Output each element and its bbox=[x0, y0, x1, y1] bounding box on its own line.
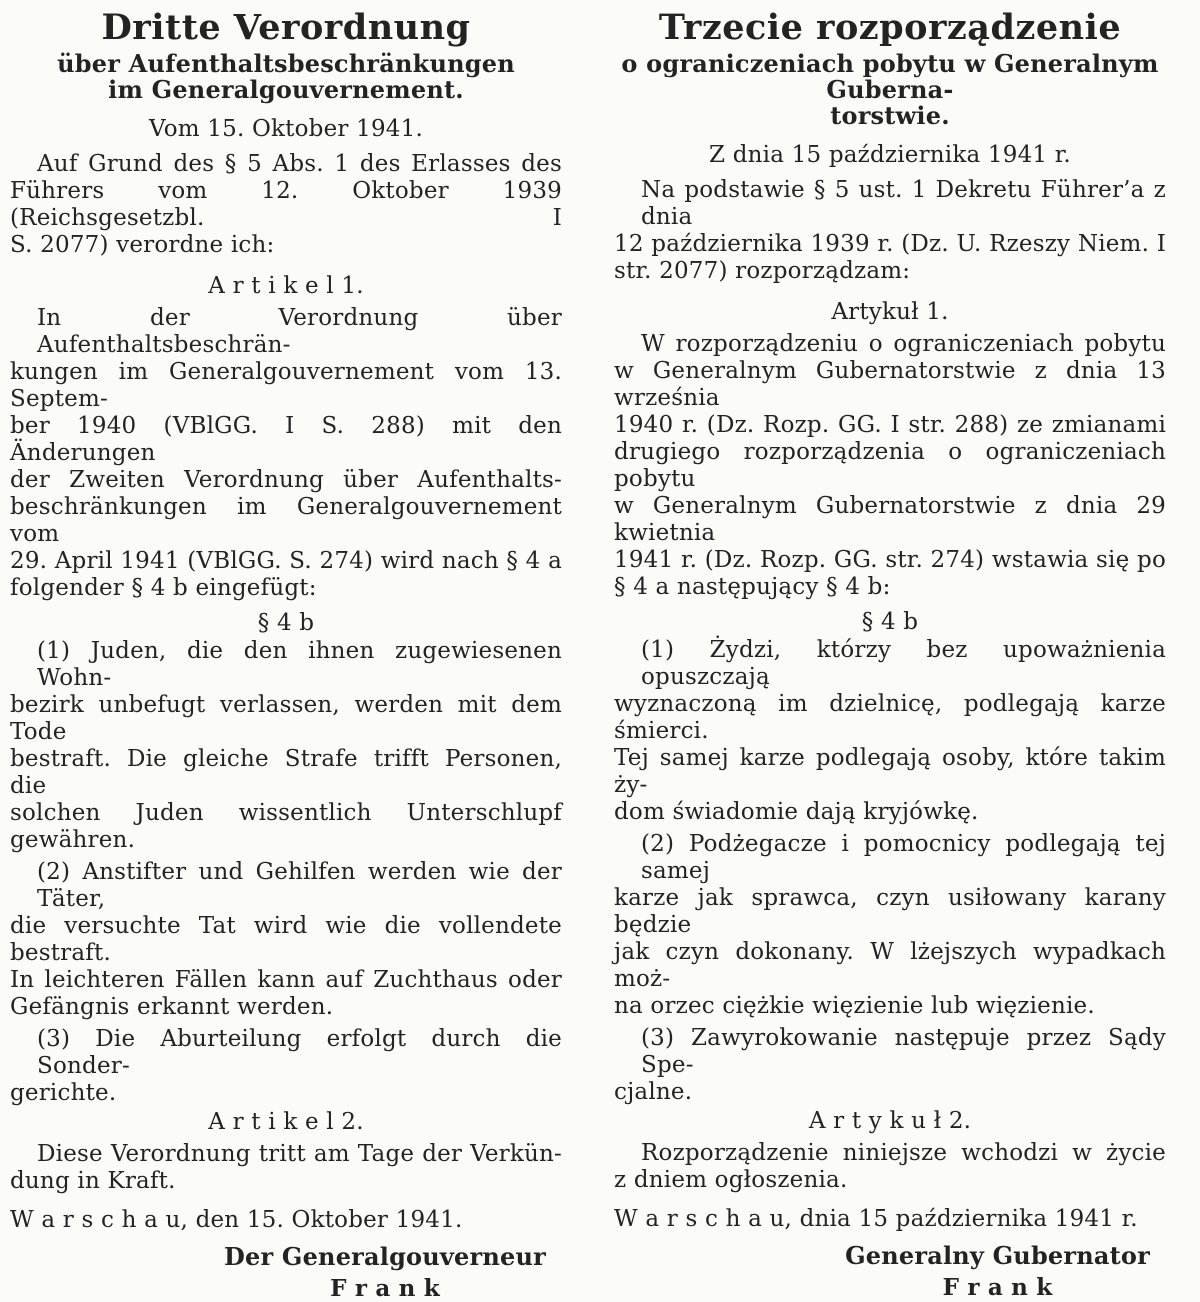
german-intro-paragraph bbox=[10, 151, 562, 259]
paragraph-line: Auf Grund des § 5 Abs. 1 des Erlasses des bbox=[37, 151, 562, 177]
paragraph-line: S. 2077) verordne ich: bbox=[10, 232, 275, 258]
paragraph-line: beschränkungen im Generalgouvernement vom bbox=[10, 494, 562, 547]
paragraph-line: gerichte. bbox=[10, 1080, 117, 1106]
paragraph-line: w Generalnym Gubernatorstwie z dnia 13 września bbox=[614, 358, 1166, 411]
german-signer-name: F r a n k bbox=[330, 1275, 440, 1302]
paragraph-line: Gefängnis erkannt werden. bbox=[10, 994, 334, 1020]
paragraph-line: dom świadomie dają kryjówkę. bbox=[614, 799, 979, 825]
german-signer-title: Der Generalgouverneur bbox=[224, 1242, 546, 1271]
german-section-heading: § 4 b bbox=[257, 610, 315, 636]
german-article2-heading: A r t i k e l 2. bbox=[208, 1109, 364, 1135]
polish-intro-paragraph bbox=[614, 177, 1166, 285]
paragraph-line: § 4 a następujący § 4 b: bbox=[614, 574, 891, 600]
paragraph-line: Rozporządzenie niniejsze wchodzi w życie bbox=[641, 1140, 1166, 1166]
polish-signer-name: F r a n k bbox=[942, 1274, 1053, 1301]
polish-article2-heading: A r t y k u ł 2. bbox=[808, 1108, 972, 1134]
paragraph-line: jak czyn dokonany. W lżejszych wypadkach moż- bbox=[614, 939, 1166, 992]
paragraph-line: Na podstawie § 5 ust. 1 Dekretu Führer’a z dnia bbox=[641, 177, 1166, 230]
polish-place-date: W a r s c h a u, dnia 15 października 1941 r. bbox=[614, 1206, 1138, 1232]
paragraph-line: wyznaczoną im dzielnicę, podlegają karze śmierci. bbox=[614, 691, 1166, 744]
paragraph-line: (3) Zawyrokowanie następuje przez Sądy Spe- bbox=[641, 1025, 1166, 1078]
paragraph-line: In leichteren Fällen kann auf Zuchthaus oder bbox=[10, 967, 562, 993]
paragraph-line: cjalne. bbox=[614, 1079, 693, 1105]
german-subtitle bbox=[10, 51, 562, 103]
polish-signer-title: Generalny Gubernator bbox=[845, 1241, 1150, 1270]
polish-date-line: Z dnia 15 października 1941 r. bbox=[709, 142, 1071, 168]
paragraph-line: (2) Anstifter und Gehilfen werden wie der Täter, bbox=[37, 859, 562, 912]
polish-title: Trzecie rozporządzenie bbox=[658, 7, 1122, 48]
paragraph-line: Diese Verordnung tritt am Tage der Verkün- bbox=[37, 1141, 562, 1167]
polish-clause2-paragraph bbox=[614, 831, 1166, 1020]
german-article1-heading: A r t i k e l 1. bbox=[208, 273, 364, 299]
german-clause2-paragraph bbox=[10, 859, 562, 1021]
german-clause1-paragraph bbox=[10, 638, 562, 854]
paragraph-line: 1941 r. (Dz. Rozp. GG. str. 274) wstawia się po bbox=[614, 547, 1166, 573]
polish-subtitle bbox=[614, 51, 1166, 129]
paragraph-line: kungen im Generalgouvernement vom 13. Septem- bbox=[10, 359, 562, 412]
paragraph-line: (2) Podżegacze i pomocnicy podlegają tej samej bbox=[641, 831, 1166, 884]
paragraph-line: In der Verordnung über Aufenthaltsbeschrän- bbox=[37, 305, 562, 358]
paragraph-line: (1) Juden, die den ihnen zugewiesenen Wohn- bbox=[37, 638, 562, 691]
paragraph-line: (3) Die Aburteilung erfolgt durch die Sonder- bbox=[37, 1026, 562, 1079]
paragraph-line: drugiego rozporządzenia o ograniczeniach pobytu bbox=[614, 439, 1166, 492]
paragraph-line: 29. April 1941 (VBlGG. S. 274) wird nach § 4 a bbox=[10, 548, 562, 574]
german-subtitle-line: im Generalgouvernement. bbox=[108, 75, 464, 104]
paragraph-line: (1) Żydzi, którzy bez upoważnienia opuszczają bbox=[641, 637, 1166, 690]
german-article2-paragraph bbox=[10, 1141, 562, 1195]
polish-clause1-paragraph bbox=[614, 637, 1166, 826]
german-article1-paragraph bbox=[10, 305, 562, 602]
polish-article1-heading: Artykuł 1. bbox=[831, 299, 949, 325]
paragraph-line: na orzec ciężkie więzienie lub więzienie. bbox=[614, 993, 1095, 1019]
polish-signature-block bbox=[845, 1242, 1150, 1301]
polish-article2-paragraph bbox=[614, 1140, 1166, 1194]
polish-subtitle-line: o ograniczeniach pobytu w Generalnym Guberna- bbox=[621, 49, 1159, 104]
paragraph-line: Tej samej karze podlegają osoby, które takim ży- bbox=[614, 745, 1166, 798]
german-place-date: W a r s c h a u, den 15. Oktober 1941. bbox=[10, 1207, 463, 1233]
polish-column bbox=[614, 7, 1166, 1301]
paragraph-line: solchen Juden wissentlich Unterschlupf gewähren. bbox=[10, 800, 562, 853]
paragraph-line: Führers vom 12. Oktober 1939 (Reichsgesetzbl. I bbox=[10, 178, 562, 231]
paragraph-line: ber 1940 (VBlGG. I S. 288) mit den Änderungen bbox=[10, 413, 562, 466]
german-subtitle-line: über Aufenthaltsbeschränkungen bbox=[57, 49, 515, 78]
paragraph-line: 12 października 1939 r. (Dz. U. Rzeszy Niem. I bbox=[614, 231, 1166, 257]
polish-clause3-paragraph bbox=[614, 1025, 1166, 1106]
paragraph-line: karze jak sprawca, czyn usiłowany karany będzie bbox=[614, 885, 1166, 938]
paragraph-line: 1940 r. (Dz. Rozp. GG. I str. 288) ze zmianami bbox=[614, 412, 1166, 438]
polish-subtitle-line: torstwie. bbox=[830, 101, 950, 130]
german-date-line: Vom 15. Oktober 1941. bbox=[149, 116, 423, 142]
paragraph-line: folgender § 4 b eingefügt: bbox=[10, 575, 317, 601]
paragraph-line: W rozporządzeniu o ograniczeniach pobytu bbox=[641, 331, 1166, 357]
paragraph-line: w Generalnym Gubernatorstwie z dnia 29 kwietnia bbox=[614, 493, 1166, 546]
german-signature-block bbox=[224, 1243, 546, 1302]
paragraph-line: str. 2077) rozporządzam: bbox=[614, 258, 911, 284]
paragraph-line: dung in Kraft. bbox=[10, 1168, 176, 1194]
german-title: Dritte Verordnung bbox=[101, 7, 471, 48]
paragraph-line: z dniem ogłoszenia. bbox=[614, 1167, 848, 1193]
german-clause3-paragraph bbox=[10, 1026, 562, 1107]
paragraph-line: die versuchte Tat wird wie die vollendete bestraft. bbox=[10, 913, 562, 966]
polish-article1-paragraph bbox=[614, 331, 1166, 601]
paragraph-line: der Zweiten Verordnung über Aufenthalts- bbox=[10, 467, 562, 493]
paragraph-line: bezirk unbefugt verlassen, werden mit dem Tode bbox=[10, 692, 562, 745]
german-column bbox=[10, 7, 562, 1302]
polish-section-heading: § 4 b bbox=[861, 609, 919, 635]
paragraph-line: bestraft. Die gleiche Strafe trifft Personen, die bbox=[10, 746, 562, 799]
